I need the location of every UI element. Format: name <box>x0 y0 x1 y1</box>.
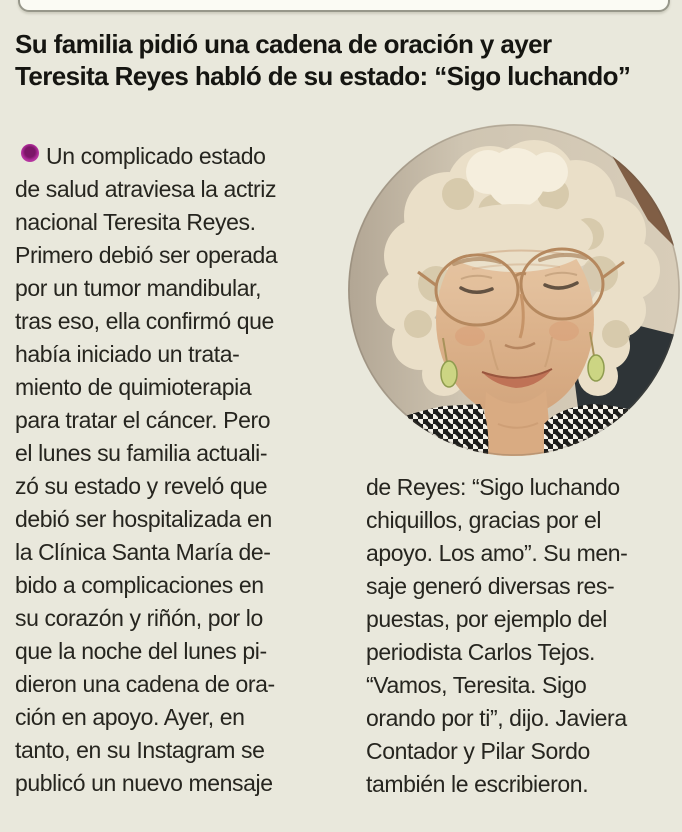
article-line: miento de quimioterapia <box>15 374 252 400</box>
article-line: orando por ti”, dijo. Javiera <box>366 705 627 731</box>
article-line: la Clínica Santa María de- <box>15 539 271 565</box>
article-line: Un complicado estado <box>46 143 266 169</box>
article-line: para tratar el cáncer. Pero <box>15 407 271 433</box>
article-line: también le escribieron. <box>366 771 589 797</box>
top-box-remnant <box>18 0 670 12</box>
article-line: dieron una cadena de ora- <box>15 671 275 697</box>
article-line: periodista Carlos Tejos. <box>366 639 596 665</box>
article-line: ción en apoyo. Ayer, en <box>15 704 245 730</box>
portrait-photo <box>348 124 680 456</box>
article-line: publicó un nuevo mensaje <box>15 770 273 796</box>
article-line: su corazón y riñón, por lo <box>15 605 263 631</box>
article-column-left <box>15 140 337 800</box>
article-line: por un tumor mandibular, <box>15 275 262 301</box>
article-line: chiquillos, gracias por el <box>366 507 602 533</box>
article-line: puestas, por ejemplo del <box>366 606 607 632</box>
headline-line-1: Su familia pidió una cadena de oración y ayer <box>15 29 552 59</box>
article-line: nacional Teresita Reyes. <box>15 209 256 235</box>
article-line: de salud atraviesa la actriz <box>15 176 277 202</box>
article-line: tanto, en su Instagram se <box>15 737 265 763</box>
article-line: bido a complicaciones en <box>15 572 264 598</box>
article-line: saje generó diversas res- <box>366 573 615 599</box>
article-line: apoyo. Los amo”. Su men- <box>366 540 628 566</box>
article-line: de Reyes: “Sigo luchando <box>366 474 620 500</box>
article-line: el lunes su familia actuali- <box>15 440 268 466</box>
article-line: Primero debió ser operada <box>15 242 278 268</box>
article-line: debió ser hospitalizada en <box>15 506 272 532</box>
article-line: que la noche del lunes pi- <box>15 638 267 664</box>
article-line: había iniciado un trata- <box>15 341 240 367</box>
article-line: “Vamos, Teresita. Sigo <box>366 672 587 698</box>
article-line: Contador y Pilar Sordo <box>366 738 590 764</box>
article-column-right <box>366 471 680 801</box>
portrait-illustration <box>348 124 680 456</box>
article-line: tras eso, ella confirmó que <box>15 308 274 334</box>
headline-line-2: Teresita Reyes habló de su estado: “Sigo luchando” <box>15 61 631 91</box>
headline <box>15 28 669 92</box>
article-line: zó su estado y reveló que <box>15 473 268 499</box>
